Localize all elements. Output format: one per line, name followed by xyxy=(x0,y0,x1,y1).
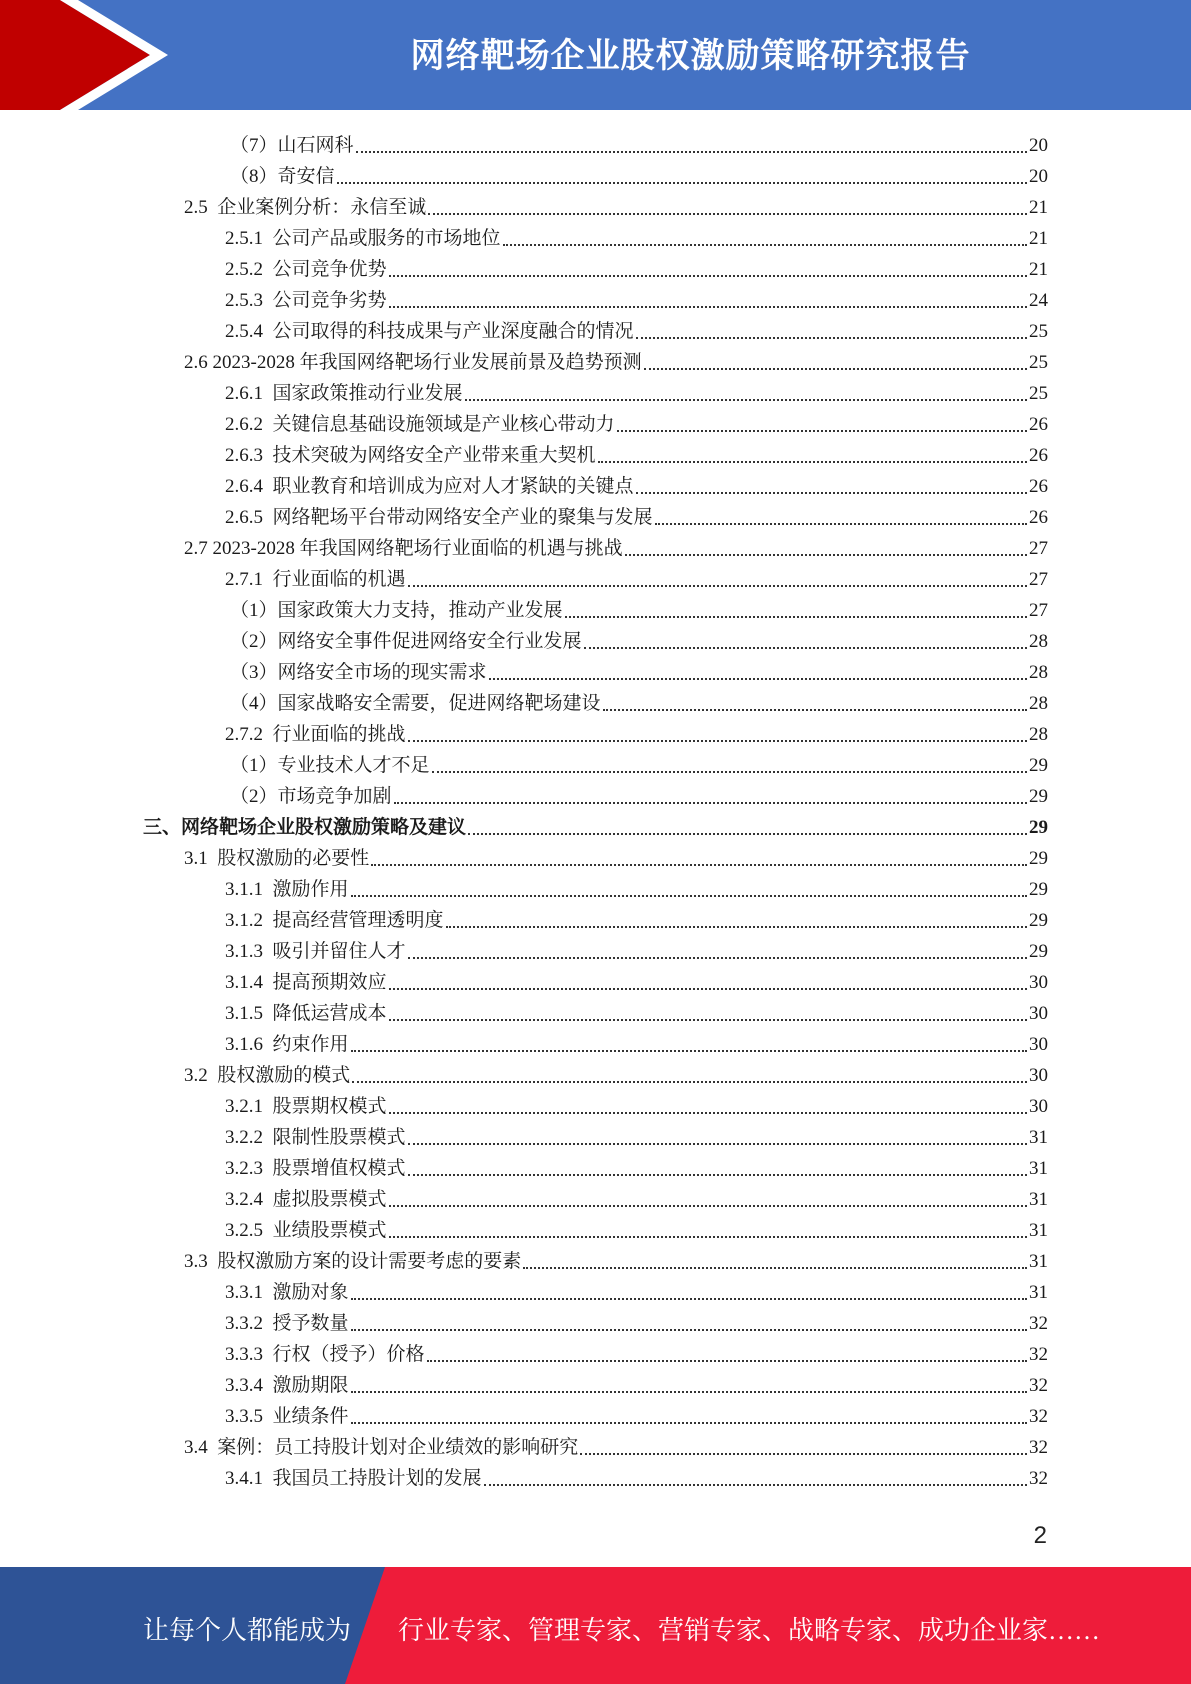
toc-entry[interactable] xyxy=(184,344,1048,375)
toc-entry-page: 32 xyxy=(1029,1406,1048,1427)
toc-leader-dots xyxy=(636,336,1027,339)
toc-entry-title: 2.7.2 行业面临的挑战 xyxy=(225,724,406,745)
toc-entry-title: 2.6.1 国家政策推动行业发展 xyxy=(225,383,463,404)
toc-entry-page: 30 xyxy=(1029,972,1048,993)
footer-slogan-right: 行业专家、管理专家、营销专家、战略专家、成功企业家…… xyxy=(398,1616,1101,1645)
toc-entry[interactable] xyxy=(225,1305,1048,1336)
toc-entry[interactable] xyxy=(230,158,1048,189)
toc-entry[interactable] xyxy=(225,499,1048,530)
toc-leader-dots xyxy=(351,1328,1027,1331)
toc-leader-dots xyxy=(389,1204,1027,1207)
toc-leader-dots xyxy=(389,305,1027,308)
toc-entry[interactable] xyxy=(184,1057,1048,1088)
toc-entry-title: （2）市场竞争加剧 xyxy=(230,786,392,807)
toc-entry[interactable] xyxy=(184,1429,1048,1460)
toc-entry-page: 30 xyxy=(1029,1096,1048,1117)
toc-entry-title: （4）国家战略安全需要，促进网络靶场建设 xyxy=(230,693,601,714)
toc-entry-title: 3.2.5 业绩股票模式 xyxy=(225,1220,387,1241)
toc-entry-page: 21 xyxy=(1029,228,1048,249)
toc-leader-dots xyxy=(371,863,1027,866)
toc-leader-dots xyxy=(389,1018,1027,1021)
toc-entry-page: 31 xyxy=(1029,1220,1048,1241)
toc-entry[interactable] xyxy=(225,1212,1048,1243)
toc-leader-dots xyxy=(598,460,1027,463)
toc-entry-page: 25 xyxy=(1029,321,1048,342)
toc-entry[interactable] xyxy=(230,685,1048,716)
toc-entry-title: 3.2.4 虚拟股票模式 xyxy=(225,1189,387,1210)
toc-leader-dots xyxy=(655,522,1027,525)
toc-entry-page: 28 xyxy=(1029,693,1048,714)
toc-entry-title: （2）网络安全事件促进网络安全行业发展 xyxy=(230,631,582,652)
toc-leader-dots xyxy=(432,770,1027,773)
toc-leader-dots xyxy=(468,832,1027,835)
toc-leader-dots xyxy=(389,1235,1027,1238)
toc-entry-page: 20 xyxy=(1029,166,1048,187)
toc-entry-title: 3.4 案例：员工持股计划对企业绩效的影响研究 xyxy=(184,1437,579,1458)
toc-entry[interactable] xyxy=(225,995,1048,1026)
toc-entry[interactable] xyxy=(225,1119,1048,1150)
toc-entry-page: 29 xyxy=(1029,910,1048,931)
toc-entry-title: （1）专业技术人才不足 xyxy=(230,755,430,776)
toc-entry-title: 3.3.5 业绩条件 xyxy=(225,1406,349,1427)
toc-entry[interactable] xyxy=(225,1460,1048,1491)
toc-entry-page: 30 xyxy=(1029,1034,1048,1055)
toc-entry-page: 31 xyxy=(1029,1127,1048,1148)
toc-entry[interactable] xyxy=(225,1367,1048,1398)
toc-entry-page: 24 xyxy=(1029,290,1048,311)
toc-entry[interactable] xyxy=(225,1336,1048,1367)
toc-entry[interactable] xyxy=(230,623,1048,654)
toc-entry-title: 2.6.3 技术突破为网络安全产业带来重大契机 xyxy=(225,445,596,466)
toc-entry-page: 29 xyxy=(1029,848,1048,869)
toc-entry-title: 2.6.4 职业教育和培训成为应对人才紧缺的关键点 xyxy=(225,476,634,497)
toc-leader-dots xyxy=(408,739,1027,742)
toc-entry-page: 32 xyxy=(1029,1313,1048,1334)
toc-leader-dots xyxy=(489,677,1027,680)
toc-entry[interactable] xyxy=(225,1274,1048,1305)
toc-entry[interactable] xyxy=(225,871,1048,902)
toc-entry-title: 2.7.1 行业面临的机遇 xyxy=(225,569,406,590)
toc-entry-title: 3.3.1 激励对象 xyxy=(225,1282,349,1303)
toc-leader-dots xyxy=(351,1390,1027,1393)
toc-entry-title: 2.7 2023-2028 年我国网络靶场行业面临的机遇与挑战 xyxy=(184,538,623,559)
toc-entry-page: 27 xyxy=(1029,569,1048,590)
toc-entry[interactable] xyxy=(184,189,1048,220)
toc-entry[interactable] xyxy=(225,964,1048,995)
toc-entry[interactable] xyxy=(184,1243,1048,1274)
toc-entry-title: 3.1.4 提高预期效应 xyxy=(225,972,387,993)
toc-leader-dots xyxy=(636,491,1027,494)
toc-leader-dots xyxy=(580,1452,1027,1455)
toc-entry-page: 29 xyxy=(1029,879,1048,900)
toc-entry-title: 3.2.2 限制性股票模式 xyxy=(225,1127,406,1148)
toc-entry-title: （1）国家政策大力支持，推动产业发展 xyxy=(230,600,563,621)
toc-entry-title: 2.5.4 公司取得的科技成果与产业深度融合的情况 xyxy=(225,321,634,342)
report-header xyxy=(0,0,1191,110)
toc-entry-title: 3.1.2 提高经营管理透明度 xyxy=(225,910,444,931)
report-footer xyxy=(0,1567,1191,1684)
toc-entry[interactable] xyxy=(230,778,1048,809)
toc-leader-dots xyxy=(617,429,1027,432)
toc-leader-dots xyxy=(352,1080,1027,1083)
toc-entry-page: 21 xyxy=(1029,259,1048,280)
header-arrow-decoration xyxy=(0,0,200,110)
toc-entry-title: （3）网络安全市场的现实需求 xyxy=(230,662,487,683)
toc-entry-page: 29 xyxy=(1029,817,1048,838)
toc-entry-page: 28 xyxy=(1029,724,1048,745)
toc-leader-dots xyxy=(408,584,1027,587)
toc-entry-page: 20 xyxy=(1029,135,1048,156)
toc-entry-page: 30 xyxy=(1029,1003,1048,1024)
toc-leader-dots xyxy=(351,1421,1027,1424)
toc-leader-dots xyxy=(408,956,1027,959)
report-title: 网络靶场企业股权激励策略研究报告 xyxy=(410,36,971,76)
toc-entry[interactable] xyxy=(225,375,1048,406)
toc-entry-title: 3.1.5 降低运营成本 xyxy=(225,1003,387,1024)
toc-entry-title: 2.6.5 网络靶场平台带动网络安全产业的聚集与发展 xyxy=(225,507,653,528)
toc-entry-page: 31 xyxy=(1029,1158,1048,1179)
page-number: 2 xyxy=(1033,1522,1047,1549)
toc-entry-title: 2.6.2 关键信息基础设施领域是产业核心带动力 xyxy=(225,414,615,435)
toc-leader-dots xyxy=(394,801,1027,804)
toc-entry-title: 3.2.3 股票增值权模式 xyxy=(225,1158,406,1179)
toc-entry-title: 3.1.1 激励作用 xyxy=(225,879,349,900)
toc-entry-title: 3.1.3 吸引并留住人才 xyxy=(225,941,406,962)
toc-entry[interactable] xyxy=(230,654,1048,685)
toc-entry[interactable] xyxy=(225,902,1048,933)
toc-entry[interactable] xyxy=(225,406,1048,437)
toc-entry-title: 3.3.3 行权（授予）价格 xyxy=(225,1344,425,1365)
toc-leader-dots xyxy=(389,1111,1027,1114)
toc-entry-title: 3.1 股权激励的必要性 xyxy=(184,848,370,869)
toc-entry-title: 2.5 企业案例分析：永信至诚 xyxy=(184,197,427,218)
toc-leader-dots xyxy=(446,925,1027,928)
toc-entry-title: 三、网络靶场企业股权激励策略及建议 xyxy=(143,817,467,838)
toc-entry-page: 27 xyxy=(1029,538,1048,559)
toc-leader-dots xyxy=(603,708,1027,711)
toc-entry-page: 30 xyxy=(1029,1065,1048,1086)
toc-entry-title: 2.5.2 公司竞争优势 xyxy=(225,259,387,280)
toc-entry-page: 29 xyxy=(1029,941,1048,962)
toc-entry-page: 29 xyxy=(1029,786,1048,807)
toc-entry-title: 3.3.4 激励期限 xyxy=(225,1375,349,1396)
toc-entry-page: 32 xyxy=(1029,1468,1048,1489)
toc-entry-page: 27 xyxy=(1029,600,1048,621)
toc-entry[interactable] xyxy=(184,840,1048,871)
toc-entry[interactable] xyxy=(225,1398,1048,1429)
toc-entry-title: （8）奇安信 xyxy=(230,166,335,187)
toc-entry-title: 2.5.3 公司竞争劣势 xyxy=(225,290,387,311)
toc-entry[interactable] xyxy=(225,437,1048,468)
footer-slogan-left: 让每个人都能成为 xyxy=(143,1616,352,1645)
toc-entry-title: 3.2.1 股票期权模式 xyxy=(225,1096,387,1117)
toc-entry-page: 31 xyxy=(1029,1251,1048,1272)
toc-entry[interactable] xyxy=(225,1088,1048,1119)
toc-entry[interactable] xyxy=(225,1150,1048,1181)
toc-leader-dots xyxy=(428,212,1027,215)
toc-leader-dots xyxy=(408,1142,1027,1145)
toc-entry-title: 3.4.1 我国员工持股计划的发展 xyxy=(225,1468,482,1489)
toc-entry-title: 3.1.6 约束作用 xyxy=(225,1034,349,1055)
toc-entry-title: 3.3 股权激励方案的设计需要考虑的要素 xyxy=(184,1251,522,1272)
toc-entry-page: 28 xyxy=(1029,662,1048,683)
toc-entry-page: 32 xyxy=(1029,1344,1048,1365)
toc-leader-dots xyxy=(503,243,1027,246)
toc-entry[interactable] xyxy=(230,127,1048,158)
toc-leader-dots xyxy=(356,150,1027,153)
toc-leader-dots xyxy=(465,398,1027,401)
toc-entry-page: 32 xyxy=(1029,1375,1048,1396)
toc-entry-page: 29 xyxy=(1029,755,1048,776)
toc-chapter-entry[interactable] xyxy=(143,809,1048,840)
toc-entry[interactable] xyxy=(225,716,1048,747)
toc-entry[interactable] xyxy=(225,313,1048,344)
toc-entry-title: 2.5.1 公司产品或服务的市场地位 xyxy=(225,228,501,249)
toc-entry-title: 3.3.2 授予数量 xyxy=(225,1313,349,1334)
toc-leader-dots xyxy=(351,1297,1027,1300)
toc-entry-page: 25 xyxy=(1029,383,1048,404)
toc-leader-dots xyxy=(523,1266,1027,1269)
toc-entry[interactable] xyxy=(184,530,1048,561)
toc-entry-page: 28 xyxy=(1029,631,1048,652)
toc-entry[interactable] xyxy=(230,592,1048,623)
toc-leader-dots xyxy=(389,987,1027,990)
toc-entry-title: （7）山石网科 xyxy=(230,135,354,156)
toc-entry-title: 2.6 2023-2028 年我国网络靶场行业发展前景及趋势预测 xyxy=(184,352,642,373)
toc-leader-dots xyxy=(644,367,1027,370)
toc-entry-page: 26 xyxy=(1029,507,1048,528)
toc-leader-dots xyxy=(427,1359,1027,1362)
toc-leader-dots xyxy=(351,894,1027,897)
toc-entry[interactable] xyxy=(225,1026,1048,1057)
toc-entry-page: 26 xyxy=(1029,445,1048,466)
toc-entry[interactable] xyxy=(225,933,1048,964)
toc-entry-title: 3.2 股权激励的模式 xyxy=(184,1065,351,1086)
toc-leader-dots xyxy=(408,1173,1027,1176)
toc-leader-dots xyxy=(351,1049,1027,1052)
toc-leader-dots xyxy=(565,615,1027,618)
toc-entry[interactable] xyxy=(225,282,1048,313)
toc-entry-page: 21 xyxy=(1029,197,1048,218)
toc-leader-dots xyxy=(337,181,1027,184)
toc-leader-dots xyxy=(625,553,1027,556)
toc-entry-page: 32 xyxy=(1029,1437,1048,1458)
toc-entry[interactable] xyxy=(230,747,1048,778)
toc-entry-page: 26 xyxy=(1029,476,1048,497)
toc-entry-page: 25 xyxy=(1029,352,1048,373)
toc-entry-page: 31 xyxy=(1029,1282,1048,1303)
toc-leader-dots xyxy=(389,274,1027,277)
toc-entry-page: 26 xyxy=(1029,414,1048,435)
toc-entry[interactable] xyxy=(225,468,1048,499)
toc-leader-dots xyxy=(484,1483,1027,1486)
toc-entry[interactable] xyxy=(225,251,1048,282)
toc-entry[interactable] xyxy=(225,1181,1048,1212)
toc-entry-page: 31 xyxy=(1029,1189,1048,1210)
toc-entry[interactable] xyxy=(225,561,1048,592)
toc-entry[interactable] xyxy=(225,220,1048,251)
toc-leader-dots xyxy=(584,646,1027,649)
